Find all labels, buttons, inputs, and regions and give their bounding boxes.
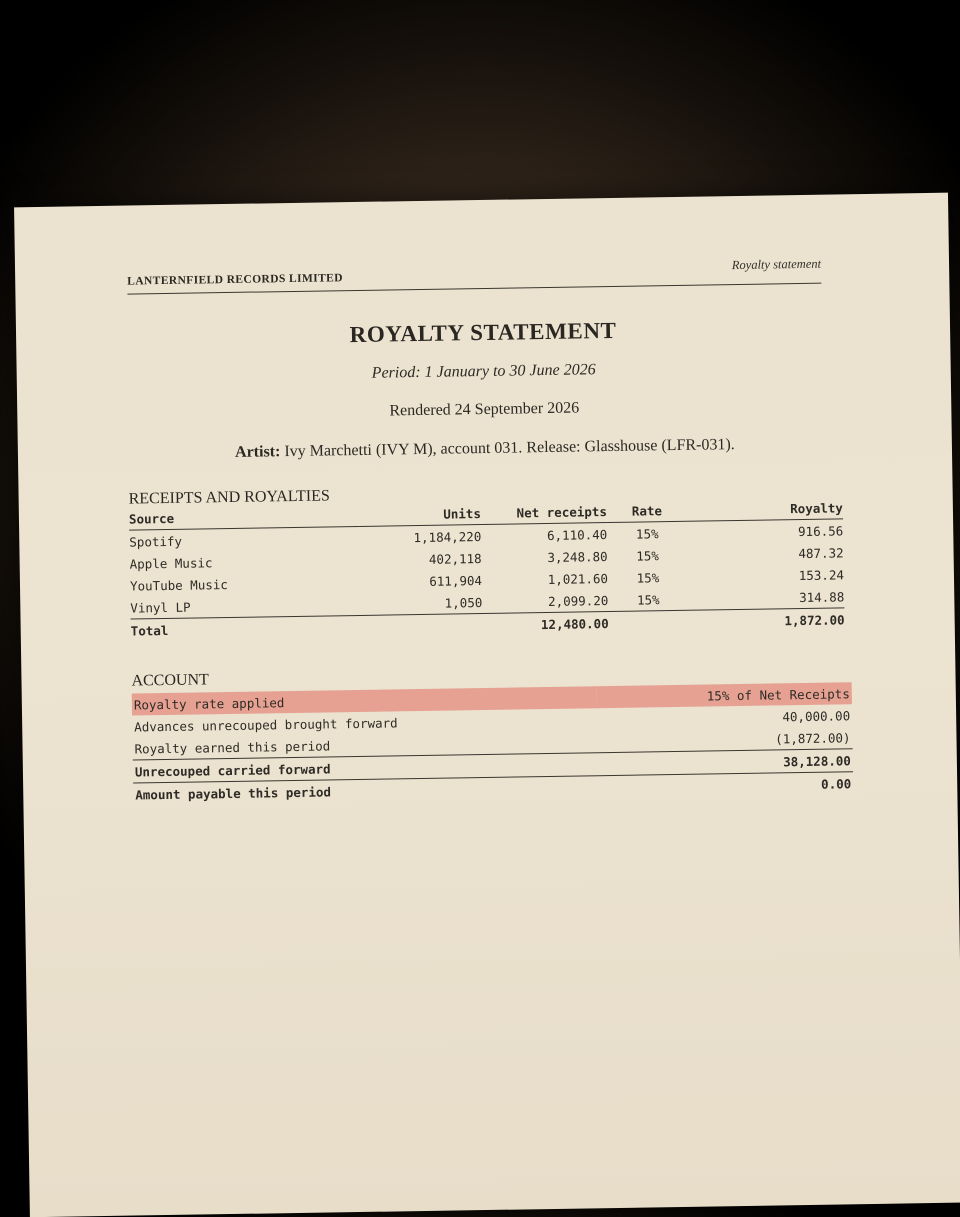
- rendered-date: Rendered 24 September 2026: [389, 399, 580, 420]
- source-cell: Apple Music: [129, 555, 213, 572]
- net-receipts-cell: 3,248.80: [547, 549, 608, 566]
- units-cell: 1,050: [444, 595, 483, 611]
- column-header-rate: Rate: [607, 499, 687, 523]
- column-header-net-receipts: Net receipts: [481, 500, 607, 524]
- rate-cell: 15%: [636, 548, 660, 564]
- company-name: LANTERNFIELD RECORDS LIMITED: [127, 272, 343, 288]
- artist-line: [18, 433, 952, 466]
- net-receipts-cell: 1,021.60: [547, 571, 609, 587]
- account-section-title: ACCOUNT: [131, 671, 209, 690]
- account-value: 40,000.00: [782, 708, 851, 725]
- column-header-source: Source: [129, 504, 359, 530]
- rate-cell: 15%: [636, 592, 660, 608]
- document-title: ROYALTY STATEMENT: [349, 317, 617, 348]
- total-rate-cell: [608, 610, 688, 634]
- account-value: 0.00: [598, 772, 854, 799]
- artist-label: Artist:: [234, 443, 281, 461]
- receipts-table: [129, 496, 845, 641]
- account-table: [132, 682, 854, 805]
- account-label: Advances unrecouped brought forward: [134, 715, 398, 735]
- units-cell: 611,904: [429, 573, 483, 589]
- total-net-receipts: 12,480.00: [482, 612, 608, 636]
- source-cell: YouTube Music: [129, 577, 228, 594]
- document-label: Royalty statement: [731, 256, 822, 273]
- account-value: (1,872.00): [775, 730, 851, 747]
- column-header-royalty: Royalty: [687, 496, 843, 521]
- source-cell: Spotify: [129, 533, 183, 550]
- total-label: Total: [131, 615, 361, 641]
- total-royalty: 1,872.00: [688, 608, 844, 633]
- royalty-cell: 314.88: [799, 589, 845, 606]
- net-receipts-cell: 2,099.20: [547, 593, 609, 609]
- royalty-cell: 916.56: [797, 523, 844, 540]
- net-receipts-cell: 6,110.40: [546, 527, 608, 544]
- units-cell: 1,184,220: [413, 529, 482, 546]
- statement-paper: [14, 193, 960, 1217]
- account-label: Royalty rate applied: [132, 686, 597, 715]
- royalty-cell: 487.32: [798, 545, 844, 562]
- royalty-cell: 153.24: [798, 567, 845, 584]
- source-cell: Vinyl LP: [130, 599, 191, 616]
- total-units-cell: [361, 614, 483, 638]
- rate-cell: 15%: [636, 570, 660, 586]
- units-cell: 402,118: [428, 551, 482, 567]
- rate-cell: 15%: [635, 526, 659, 542]
- artist-details: Ivy Marchetti (IVY M), account 031. Release: Glasshouse (LFR-031).: [280, 436, 735, 461]
- column-header-units: Units: [359, 502, 481, 526]
- account-value: 38,128.00: [597, 749, 853, 776]
- receipts-section-title: RECEIPTS AND ROYALTIES: [128, 487, 330, 508]
- account-label: Royalty earned this period: [134, 738, 331, 757]
- account-label: Amount payable this period: [133, 776, 598, 806]
- statement-period: Period: 1 January to 30 June 2026: [371, 361, 596, 382]
- account-label: Unrecouped carried forward: [133, 753, 598, 783]
- account-value: 15% of Net Receipts: [596, 682, 852, 708]
